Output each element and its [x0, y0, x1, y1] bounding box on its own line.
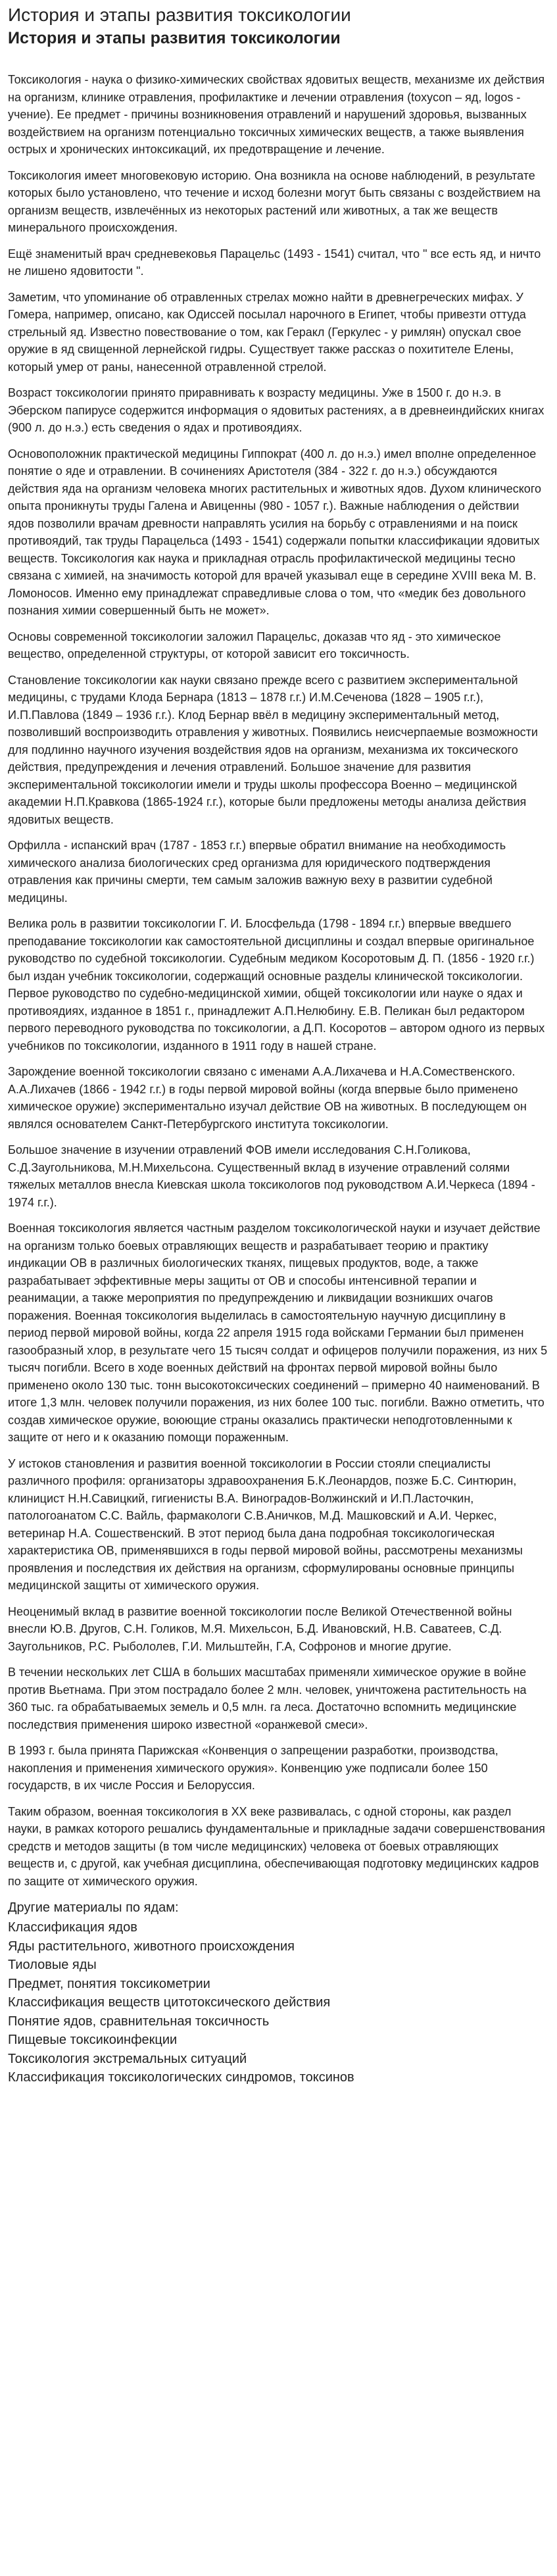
page-title: История и этапы развития токсикологии: [8, 5, 351, 25]
article-paragraph: Военная токсикология является частным разделом токсикологической науки и изучает действие на организм только боевых отравляющих веществ и разрабатывает теорию и практику индикации ОВ в различных биологических тканях, пищевых продуктов, воде, а также разрабатывает эффективные меры защиты от ОВ и способы интенсивной терапии и реанимации, а также мероприятия по предупреждению и ликвидации возникших очагов поражения. Военная токсикология выделилась в самостоятельную научную дисциплину в период первой мировой войны, когда 22 апреля 1915 года войсками Германии был применен газообразный хлор, в результате чего 15 тысяч солдат и офицеров получили поражения, из них 5 тысяч погибли. Всего в ходе военных действий на фронтах первой мировой войны было применено около 130 тыс. тонн высокотоксических соединений – примерно 40 наименований. В итоге 1,3 млн. человек получили поражения, из них более 100 тыс. погибли. Важно отметить, что создав химическое оружие, воюющие страны оказались практически неподготовленными к защите от него и к оказанию помощи пораженным.: [8, 1222, 548, 1444]
related-list-item: [8, 1975, 548, 1994]
article-paragraph: Зарождение военной токсикологии связано с именами А.А.Лихачева и Н.А.Сомественского. А.А.Лихачев (1866 - 1942 г.г.) в годы первой мировой войны (когда впервые было применено химическое оружие) экспериментально изучал действие ОВ на животных. В последующем он являлся основателем Санкт-Петербургского института токсикологии.: [8, 1065, 527, 1131]
article-paragraph: Заметим, что упоминание об отравленных стрелах можно найти в древнегреческих мифах. У Гомера, например, описано, как Одиссей посылал нарочного в Египет, чтобы привезти оттуда стрельный яд. Известно повествование о том, как Геракл (Геркулес - у римлян) опускал свое оружие в яд свищенной лернейской гидры. Существует также рассказ о похитителе Елены, который умер от раны, нанесенной отравленной стрелой.: [8, 290, 526, 374]
article-paragraph: Основы современной токсикологии заложил Парацельс, доказав что яд - это химическое вещество, определенной структуры, от которой зависит его токсичность.: [8, 630, 501, 660]
related-link-extreme-toxicology[interactable]: Токсикология экстремальных ситуаций: [8, 2051, 247, 2066]
related-list-item: [8, 1918, 548, 1937]
article-paragraph: Токсикология имеет многовековую историю. Она возникла на основе наблюдений, в результате которых было установлено, что течение и исход болезни могут быть связаны с воздействием на организм веществ, извлечённых из некоторых растений или животных, а так же веществ минерального происхождения.: [8, 168, 541, 234]
related-link-food-toxicoinfections[interactable]: Пищевые токсикоинфекции: [8, 2033, 178, 2047]
article-paragraph: Токсикология - наука о физико-химических свойствах ядовитых веществ, механизме их действия на организм, клинике отравления, профилактике и лечении отравления (toxycon – яд, logos - учение). Ее предмет - причины возникновения отравлений и нарушений здоровья, вызванных воздействием на организм потенциально токсичных химических веществ, а также выявления острых и хронических интоксикаций, их предотвращение и лечение.: [8, 73, 545, 156]
related-link-comparative-toxicity[interactable]: Понятие ядов, сравнительная токсичность: [8, 2014, 270, 2029]
article-paragraph: Велика роль в развитии токсикологии Г. И. Блосфельда (1798 - 1894 г.г.) впервые введшего преподавание токсикологии как самостоятельной дисциплины и создал впервые оригинальное руководство по судебной токсикологии. Судебным медиком Косоротовым Д. П. (1856 - 1920 г.г.) был издан учебник токсикологии, содержащий основные разделы клинической токсикологии. Первое руководство по судебно-медицинской химии, общей токсикологии или науке о ядах и противоядиях, изданное в 1851 г., принадлежит А.П.Нелюбину. Е.В. Пеликан был редактором первого переводного руководства по токсикологии, а Д.П. Косоротов – автором одного из первых учебников по токсикологии, изданного в 1911 году в нашей стране.: [8, 917, 545, 1053]
related-list-item: [8, 2012, 548, 2031]
related-link-cytotoxic-classification[interactable]: Классификация веществ цитотоксического действия: [8, 1995, 331, 2010]
article-paragraph: Возраст токсикологии принято приравнивать к возрасту медицины. Уже в 1500 г. до н.э. в Эберском папирусе содержится информация о ядовитых растениях, а в древнеиндийских книгах (900 л. до н.э.) есть сведения о ядах и противоядиях.: [8, 386, 545, 434]
related-materials-heading: Другие материалы по ядам:: [8, 1900, 179, 1915]
related-link-thiol-poisons[interactable]: Тиоловые яды: [8, 1958, 97, 1972]
article-title: История и этапы развития токсикологии: [8, 29, 341, 47]
article-paragraph: Большое значение в изучении отравлений ФОВ имели исследования С.Н.Голикова, С.Д.Заугольникова, М.Н.Михельсона. Существенный вклад в изучение отравлений солями тяжелых металлов внесла Киевская школа токсикологов под руководством А.И.Черкеса (1894 - 1974 г.г.).: [8, 1143, 535, 1209]
related-list-item: [8, 2031, 548, 2050]
article-body: [8, 71, 548, 2087]
article-paragraph: Таким образом, военная токсикология в ХХ веке развивалась, с одной стороны, как раздел науки, в рамках которого решались фундаментальные и прикладные задачи совершенствования средств и методов защиты (в том числе медицинских) человека от боевых отравляющих веществ и, с другой, как учебная дисциплина, обеспечивающая подготовку медицинских кадров по защите от химического оружия.: [8, 1804, 545, 1888]
related-list-item: [8, 2068, 548, 2087]
article-paragraph: У истоков становления и развития военной токсикологии в России стояли специалисты различного профиля: организаторы здравоохранения Б.К.Леонардов, позже Б.С. Синтюрин, клиницист Н.Н.Савицкий, гигиенисты В.А. Виноградов-Волжинский и И.П.Ласточкин, патологоанатом С.С. Вайль, фармакологи С.В.Аничков, М.Д. Машковский и А.И. Черкес, ветеринар Н.А. Сошественский. В этот период была дана подробная токсикологическая характеристика ОВ, применявшихся в годы первой мировой войны, рассмотрены механизмы проявления и последствия их действия на организм, сформулированы основные принципы медицинской защиты от химического оружия.: [8, 1456, 523, 1592]
related-list-item: [8, 1993, 548, 2012]
article-paragraph: Основоположник практической медицины Гиппократ (400 л. до н.э.) имел вполне определенное понятие о яде и отравлении. В сочинениях Аристотеля (384 - 322 г. до н.э.) обсуждаются действия яда на организм человека многих растительных и животных ядов. Духом клинического опыта проникнуты труды Галена и Авиценны (980 - 1057 г.). Важные наблюдения о действии ядов позволили врачам древности направлять усилия на борьбу с отравлениями и на поиск противоядий, так труды Парацельса (1493 - 1541) содержали попытки классификации ядовитых веществ. Токсикология как наука и прикладная отрасль профилактической медицины тесно связана с химией, на значимость которой для врачей указывал еще в середине XVIII века М. В. Ломоносов. Именно ему принадлежат справедливые слова о том, что «медик без довольного познания химии совершенный быть не может».: [8, 447, 541, 617]
related-link-poison-classification[interactable]: Классификация ядов: [8, 1920, 137, 1935]
related-list-item: [8, 2050, 548, 2069]
article-paragraph: В 1993 г. была принята Парижская «Конвенция о запрещении разработки, производства, накопления и применения химического оружия». Конвенцию уже подписали более 150 государств, в их числе Россия и Белоруссия.: [8, 1744, 498, 1792]
related-link-toxic-syndromes[interactable]: Классификация токсикологических синдромов, токсинов: [8, 2070, 354, 2085]
article-paragraph: В течении нескольких лет США в больших масштабах применяли химическое оружие в войне против Вьетнама. При этом пострадало более 2 млн. человек, уничтожена растительность на 360 тыс. га обрабатываемых земель и 0,5 млн. га леса. Достаточно вспомнить медицинские последствия применения широко известной «оранжевой смеси».: [8, 1666, 527, 1731]
article-paragraph: Орфилла - испанский врач (1787 - 1853 г.г.) впервые обратил внимание на необходимость химического анализа биологических сред организма для юридического подтверждения отравления как причины смерти, тем самым заложив важную веху в развитии судебной медицины.: [8, 839, 506, 904]
article-paragraph: Становление токсикологии как науки связано прежде всего с развитием экспериментальной медицины, с трудами Клода Бернара (1813 – 1878 г.г.) И.М.Сеченова (1828 – 1905 г.г.), И.П.Павлова (1849 – 1936 г.г.). Клод Бернар ввёл в медицину экспериментальный метод, позволивший воспроизводить отравления у животных. Появились неисчерпаемые возможности для подлинно научного изучения воздействия ядов на организм, механизма их токсического действия, предупреждения и лечения отравлений. Большое значение для развития экспериментальной токсикологии имели и труды школы профессора Военно – медицинской академии Н.П.Кравкова (1865-1924 г.г.), которые были предложены методы анализа действия ядовитых веществ.: [8, 673, 538, 826]
related-materials-list: [8, 1918, 548, 2087]
article-paragraph: Неоценимый вклад в развитие военной токсикологии после Великой Отечественной войны внесли Ю.В. Другов, С.Н. Голиков, М.Я. Михельсон, Б.Д. Ивановский, Н.В. Саватеев, С.Д. Заугольников, Р.С. Рыбололев, Г.И. Мильштейн, Г.А, Софронов и многие другие.: [8, 1604, 512, 1653]
related-list-item: [8, 1956, 548, 1975]
related-link-toxicometry[interactable]: Предмет, понятия токсикометрии: [8, 1976, 210, 1991]
related-list-item: [8, 1937, 548, 1956]
article-paragraph: Ещё знаменитый врач средневековья Парацельс (1493 - 1541) считал, что " все есть яд, и ничто не лишено ядовитости ".: [8, 247, 541, 278]
related-link-plant-animal-poisons[interactable]: Яды растительного, животного происхождения: [8, 1939, 295, 1954]
